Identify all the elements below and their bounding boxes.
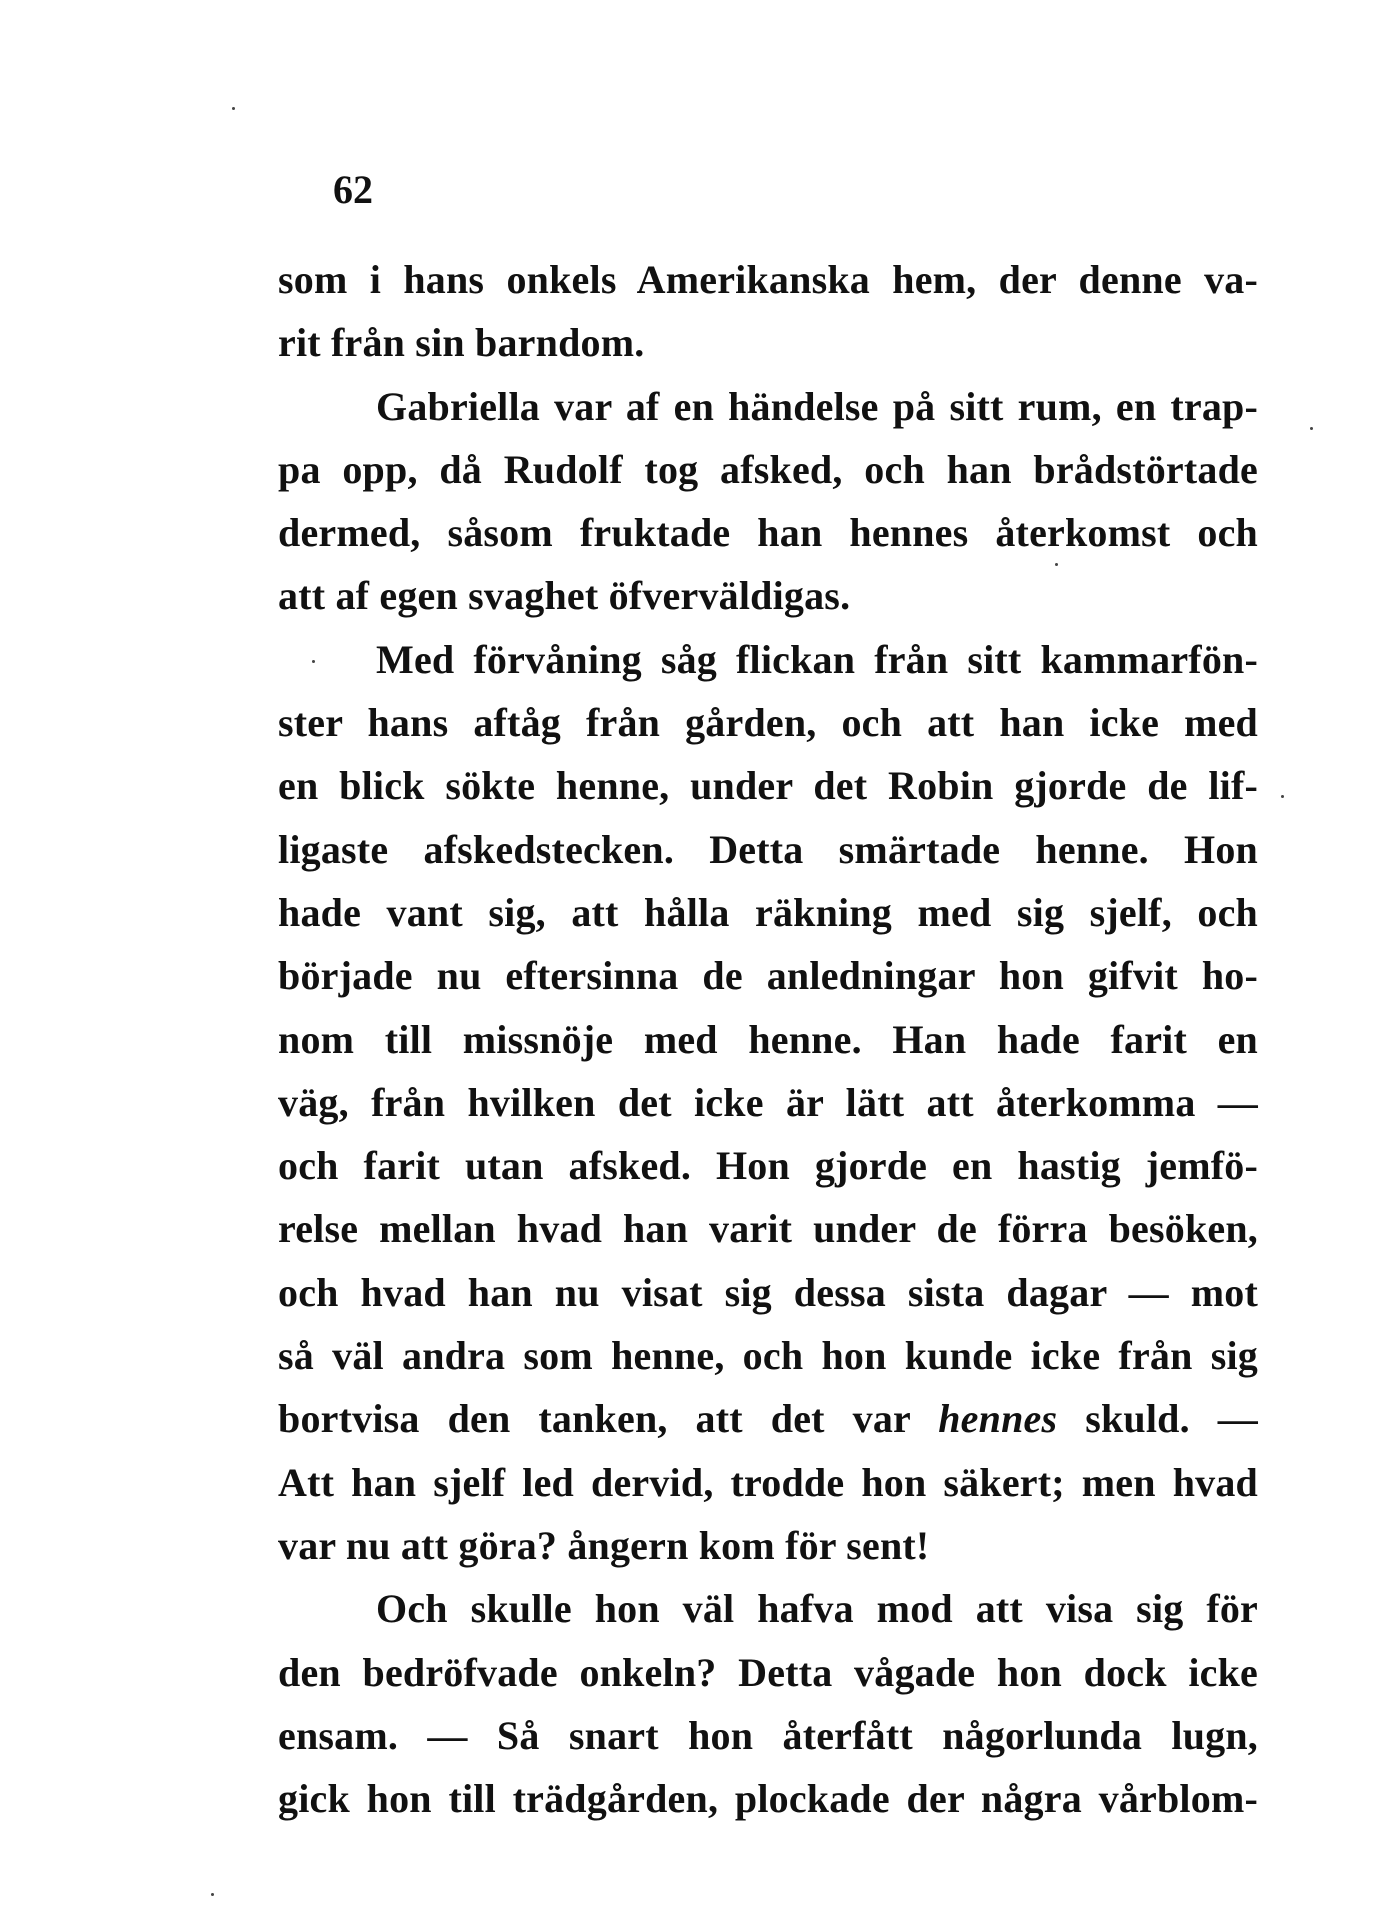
text-line: att af egen svaghet öfverväldigas. [278,573,851,619]
text-line: rit från sin barndom. [278,320,645,366]
text-line: nom till missnöje med henne. Han hade farit en [278,1016,1258,1062]
text-line: den bedröfvade onkeln? Detta vågade hon dock icke [278,1649,1258,1695]
text-line: och hvad han nu visat sig dessa sista dagar — mot [278,1269,1258,1315]
text-line: relse mellan hvad han varit under de förra besöken, [278,1206,1258,1252]
scan-speck [1281,795,1284,798]
scan-speck [1310,427,1313,430]
scan-speck [211,1893,214,1896]
text-line: en blick sökte henne, under det Robin gjorde de lif- [278,763,1258,809]
text-line: Gabriella var af en händelse på sitt rum, en trap- [376,383,1258,429]
text-line: gick hon till trädgården, plockade der några vårblom- [278,1776,1258,1822]
scan-speck [232,107,235,110]
text-line: och farit utan afsked. Hon gjorde en hastig jemfö- [278,1143,1258,1189]
text-line [278,1387,1258,1450]
text-span: bortvisa den tanken, att det var [278,1396,939,1442]
emphasis-text: hennes [938,1396,1058,1442]
text-line: ster hans aftåg från gården, och att han icke med [278,700,1258,746]
text-line: så väl andra som henne, och hon kunde icke från sig [278,1333,1258,1379]
text-line: Med förvåning såg flickan från sitt kammarfön- [376,636,1258,682]
text-line: dermed, såsom fruktade han hennes återkomst och [278,510,1258,556]
text-line: Att han sjelf led dervid, trodde hon säkert; men hvad [278,1459,1258,1505]
text-line: började nu eftersinna de anledningar hon gifvit ho- [278,953,1258,999]
scan-speck [1055,563,1058,566]
text-line: väg, från hvilken det icke är lätt att återkomma — [278,1079,1258,1125]
text-line: var nu att göra? ångern kom för sent! [278,1522,930,1568]
text-line: hade vant sig, att hålla räkning med sig sjelf, och [278,889,1258,935]
page-number: 62 [333,167,373,212]
scan-speck [312,660,315,663]
text-line: ligaste afskedstecken. Detta smärtade henne. Hon [278,826,1258,872]
text-line: Och skulle hon väl hafva mod att visa sig för [376,1586,1258,1632]
text-line: som i hans onkels Amerikanska hem, der denne va- [278,257,1258,302]
body-text [278,248,1258,1830]
text-line: pa opp, då Rudolf tog afsked, och han brådstörtade [278,446,1258,492]
text-span: skuld. — [1057,1396,1258,1442]
text-line: ensam. — Så snart hon återfått någorlunda lugn, [278,1712,1258,1758]
